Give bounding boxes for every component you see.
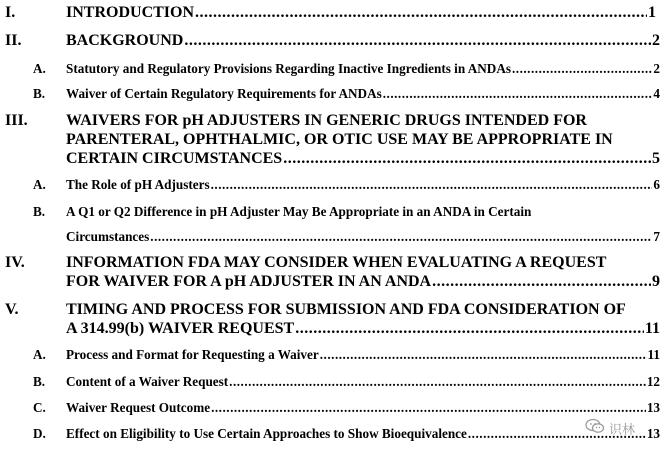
page-number: 4 — [653, 86, 660, 101]
section-title-line: WAIVERS FOR pH ADJUSTERS IN GENERIC DRUGS INTENDED FOR — [66, 112, 587, 129]
section-title-line: TIMING AND PROCESS FOR SUBMISSION AND FDA CONSIDERATION OF — [66, 301, 626, 318]
page-number: 7 — [653, 229, 660, 244]
dot-leader — [295, 320, 644, 338]
section-number: V. — [5, 301, 19, 318]
toc-line — [66, 177, 660, 193]
section-title: Content of a Waiver Request — [66, 374, 229, 389]
toc-line — [66, 374, 660, 390]
section-number: IV. — [5, 254, 25, 271]
section-title: The Role of pH Adjusters — [66, 177, 210, 192]
page-number: 13 — [646, 426, 660, 441]
dot-leader — [184, 32, 651, 50]
dot-leader — [211, 400, 646, 416]
section-title: Circumstances — [66, 229, 150, 244]
section-number: II. — [5, 32, 22, 49]
section-title-line: INFORMATION FDA MAY CONSIDER WHEN EVALUATING A REQUEST — [66, 254, 607, 271]
toc-line — [66, 273, 660, 291]
toc-line — [66, 61, 660, 77]
section-number: I. — [5, 4, 16, 21]
section-number: D. — [33, 426, 46, 441]
toc-line — [66, 4, 656, 22]
section-title-line: PARENTERAL, OPHTHALMIC, OR OTIC USE MAY BE APPROPRIATE IN — [66, 131, 613, 148]
section-title: A 314.99(b) WAIVER REQUEST — [66, 320, 295, 337]
page-number: 2 — [652, 32, 660, 49]
section-number: A. — [33, 347, 46, 362]
section-number: B. — [33, 86, 46, 101]
section-number: A. — [33, 177, 46, 192]
section-number: C. — [33, 400, 46, 415]
toc-line — [66, 229, 660, 245]
page-number: 12 — [646, 374, 660, 389]
watermark-text: 识林 — [609, 422, 636, 438]
section-number: B. — [33, 374, 46, 389]
section-title: BACKGROUND — [66, 32, 184, 49]
section-title: Effect on Eligibility to Use Certain Approaches to Show Bioequivalence — [66, 426, 467, 441]
section-number: A. — [33, 61, 46, 76]
watermark — [585, 418, 635, 438]
section-title: INTRODUCTION — [66, 4, 195, 21]
section-number: B. — [33, 204, 46, 219]
dot-leader — [229, 374, 646, 390]
dot-leader — [320, 347, 647, 363]
wechat-icon — [585, 418, 605, 438]
page-number: 11 — [644, 320, 660, 337]
dot-leader — [150, 229, 652, 245]
section-title: FOR WAIVER FOR A pH ADJUSTER IN AN ANDA — [66, 273, 432, 290]
page-number: 5 — [652, 150, 660, 167]
section-title: Waiver Request Outcome — [66, 400, 211, 415]
page-number: 13 — [646, 400, 660, 415]
section-title: Waiver of Certain Regulatory Requirements for ANDAs — [66, 86, 382, 101]
toc-line — [66, 320, 660, 338]
dot-leader — [432, 273, 651, 291]
toc-line — [66, 32, 660, 50]
section-number: III. — [5, 112, 28, 129]
toc-line — [66, 347, 660, 363]
dot-leader — [283, 150, 651, 168]
dot-leader — [383, 86, 653, 102]
dot-leader — [512, 61, 652, 77]
page-number: 11 — [647, 347, 660, 362]
toc-line — [66, 400, 660, 416]
page-number: 1 — [648, 4, 656, 21]
toc-line — [66, 426, 660, 442]
section-title-line: A Q1 or Q2 Difference in pH Adjuster May Be Appropriate in an ANDA in Certain — [66, 204, 532, 219]
dot-leader — [211, 177, 653, 193]
page-number: 2 — [653, 61, 660, 76]
section-title: Statutory and Regulatory Provisions Regarding Inactive Ingredients in ANDAs — [66, 61, 511, 76]
page-number: 6 — [653, 177, 660, 192]
section-title: Process and Format for Requesting a Waiver — [66, 347, 319, 362]
section-title: CERTAIN CIRCUMSTANCES — [66, 150, 283, 167]
toc-line — [66, 86, 660, 102]
toc-line — [66, 150, 660, 168]
page-number: 9 — [652, 273, 660, 290]
dot-leader — [195, 4, 647, 22]
